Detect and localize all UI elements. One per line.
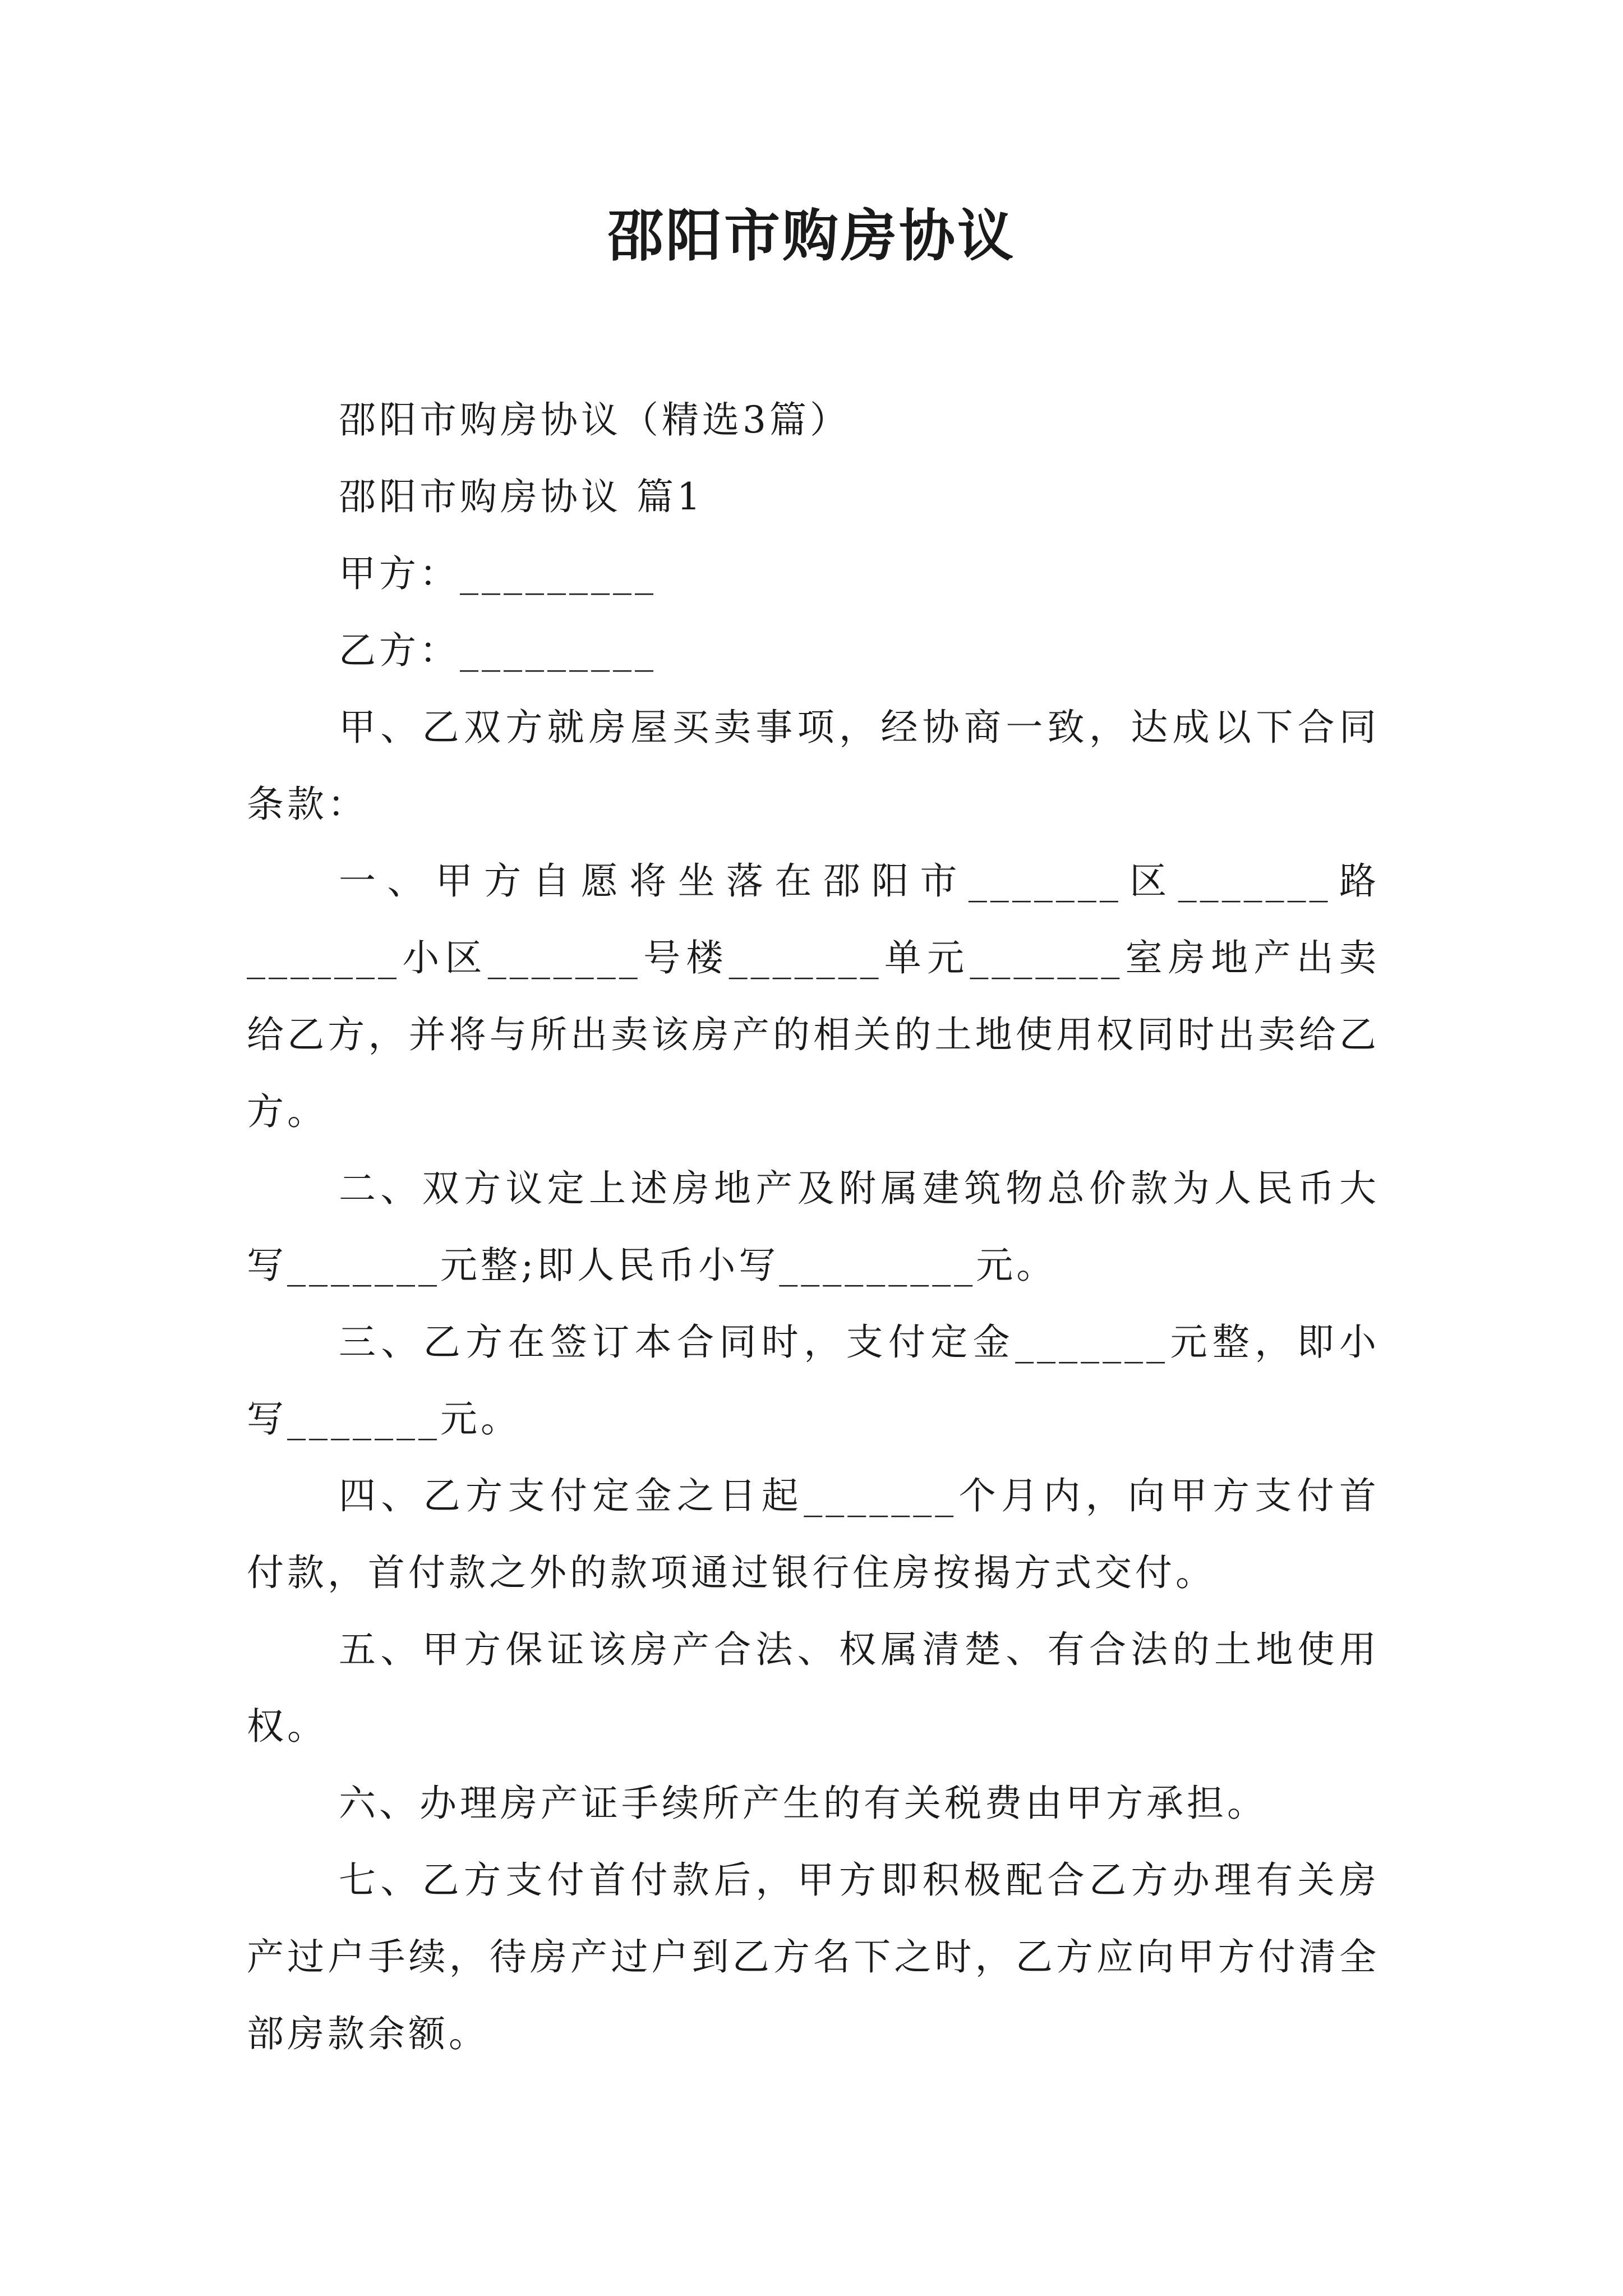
document-body [247,381,1380,2072]
clause-2: 二、双方议定上述房地产及附属建筑物总价款为人民币大写_______元整;即人民币小写_________元。 [247,1167,1380,1287]
clause-4: 四、乙方支付定金之日起_______个月内，向甲方支付首付款，首付款之外的款项通过银行住房按揭方式交付。 [247,1474,1380,1594]
clause-6: 六、办理房产证手续所产生的有关税费由甲方承担。 [339,1782,1267,1825]
party-a-line: 甲方：_________ [339,552,657,595]
clause-5: 五、甲方保证该房产合法、权属清楚、有合法的土地使用权。 [247,1628,1380,1748]
clause-7: 七、乙方支付首付款后，甲方即积极配合乙方办理有关房产过户手续，待房产过户到乙方名下之时，乙方应向甲方付清全部房款余额。 [247,1858,1380,2055]
section-heading: 邵阳市购房协议 篇1 [339,475,704,518]
preamble-paragraph: 甲、乙双方就房屋买卖事项，经协商一致，达成以下合同条款： [247,706,1380,826]
document-title: 邵阳市购房协议 [607,203,1016,269]
subtitle-paragraph: 邵阳市购房协议（精选3篇） [339,398,850,441]
party-b-line: 乙方：_________ [339,629,657,672]
clause-3: 三、乙方在签订本合同时，支付定金_______元整，即小写_______元。 [247,1320,1380,1441]
clause-1: 一、甲方自愿将坐落在邵阳市_______区_______路_______小区_______号楼_______单元_______室房地产出卖给乙方，并将与所出卖该房产的相关的土地使用权同时出卖给乙方。 [247,859,1380,1133]
